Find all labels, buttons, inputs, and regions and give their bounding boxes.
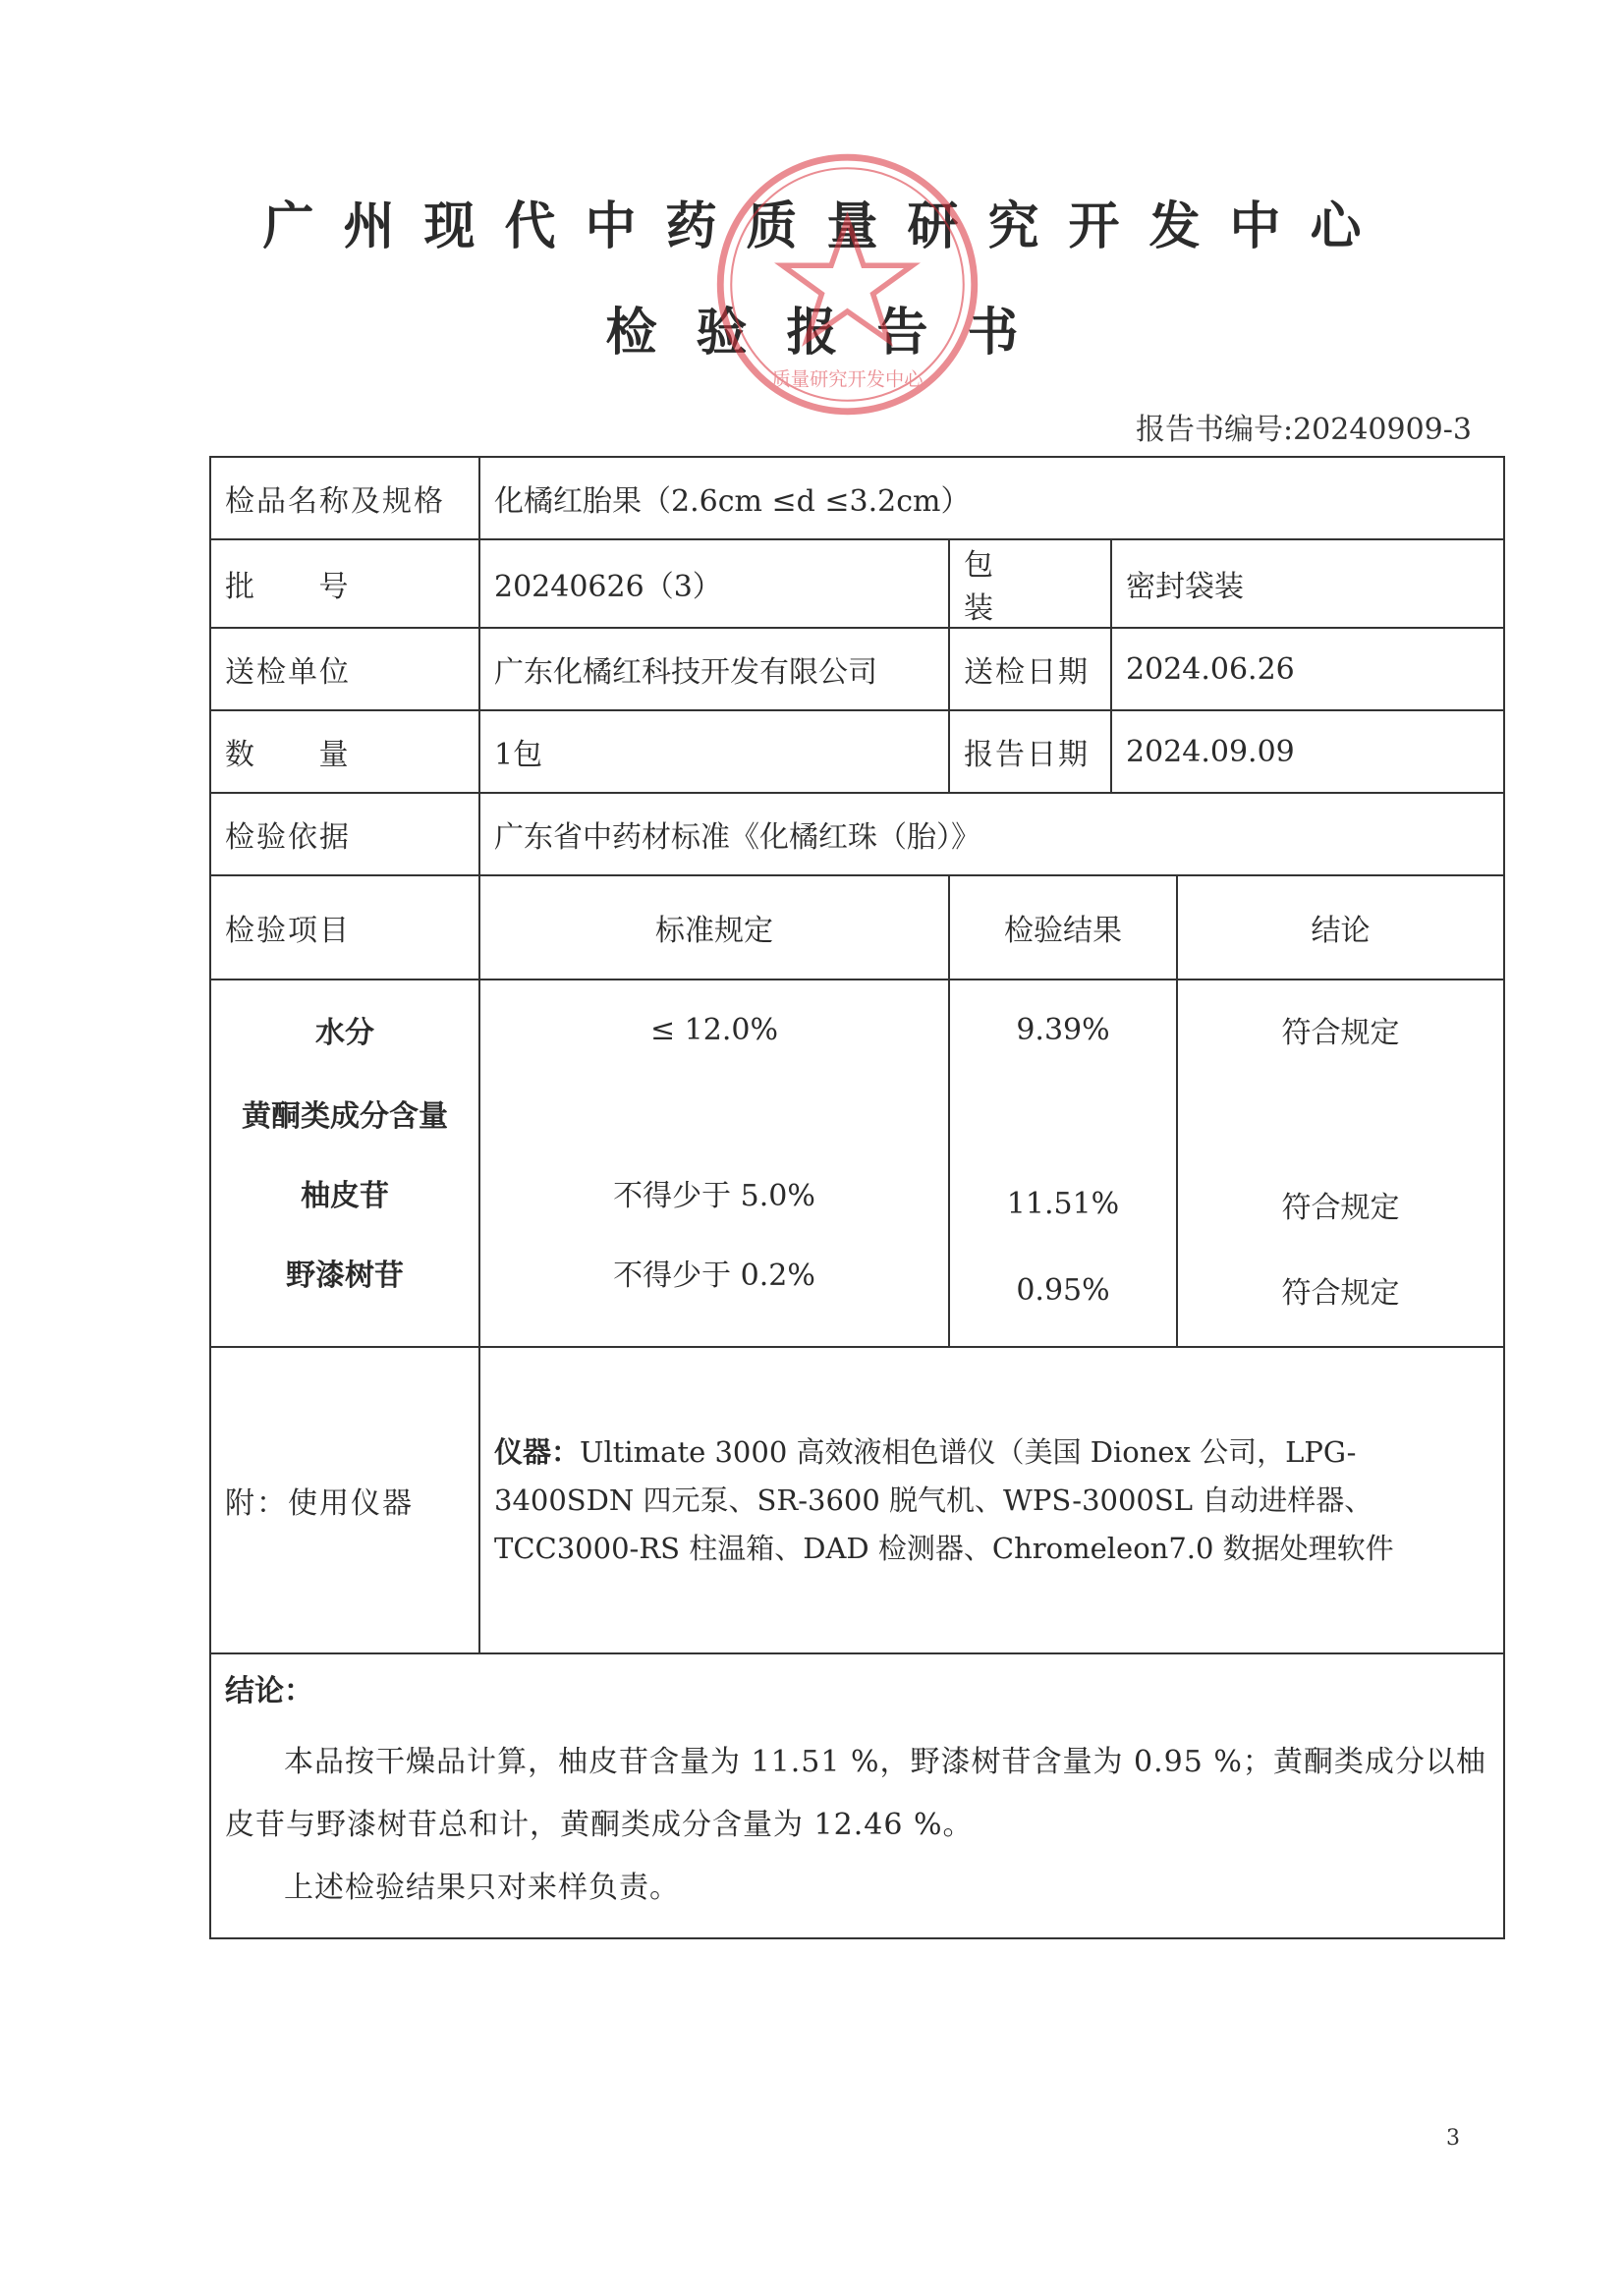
standard-flavonoids bbox=[480, 1079, 948, 1148]
batch-value: 20240626（3） bbox=[479, 539, 949, 628]
conclusion-naringin: 符合规定 bbox=[1281, 1190, 1400, 1225]
test-item-naringin: 柚皮苷 bbox=[301, 1179, 389, 1213]
result-rhoifolin: 0.95% bbox=[1016, 1272, 1110, 1308]
sender-row bbox=[210, 628, 1504, 710]
package-label: 包 装 bbox=[949, 539, 1111, 628]
product-label: 检品名称及规格 bbox=[210, 457, 479, 539]
document-title: 检验报告书 bbox=[605, 304, 1058, 363]
conclusion-moisture: 符合规定 bbox=[1281, 1016, 1400, 1050]
basis-row bbox=[210, 793, 1504, 875]
instruments-row bbox=[210, 1347, 1504, 1653]
result-moisture: 9.39% bbox=[1016, 1012, 1110, 1047]
results-body-row bbox=[210, 980, 1504, 1347]
quantity-label: 数 量 bbox=[210, 710, 479, 793]
instruments-prefix: 仪器： bbox=[494, 1434, 581, 1469]
send-date-label: 送检日期 bbox=[949, 628, 1111, 710]
conclusion-heading: 结论： bbox=[225, 1674, 313, 1708]
quantity-row bbox=[210, 710, 1504, 793]
product-row bbox=[210, 457, 1504, 539]
results-header-row bbox=[210, 875, 1504, 980]
test-item-rhoifolin: 野漆树苷 bbox=[286, 1259, 404, 1293]
standard-naringin: 不得少于 5.0% bbox=[613, 1179, 815, 1213]
standard-moisture: ≤ 12.0% bbox=[650, 1012, 778, 1047]
conclusion-rhoifolin: 符合规定 bbox=[1281, 1276, 1400, 1311]
result-flavonoids bbox=[950, 1079, 1176, 1148]
test-item-moisture: 水分 bbox=[315, 1016, 374, 1050]
report-number: 报告书编号:20240909-3 bbox=[1135, 413, 1472, 447]
report-date-value: 2024.09.09 bbox=[1111, 710, 1504, 793]
product-value: 化橘红胎果（2.6cm ≤d ≤3.2cm） bbox=[479, 457, 1504, 539]
organization-title: 广州现代中药质量研究开发中心 bbox=[262, 197, 1391, 256]
batch-row bbox=[210, 539, 1504, 628]
sender-value: 广东化橘红科技开发有限公司 bbox=[479, 628, 949, 710]
conclusion-section bbox=[210, 1653, 1504, 1938]
instruments-text: Ultimate 3000 高效液相色谱仪（美国 Dionex 公司，LPG-3400SDN 四元泵、SR-3600 脱气机、WPS-3000SL 自动进样器、TCC3000-RS 柱温箱、DAD 检测器、Chromeleon7.0 数据处理软件 bbox=[494, 1434, 1394, 1565]
report-date-label: 报告日期 bbox=[949, 710, 1111, 793]
quantity-value: 1包 bbox=[479, 710, 949, 793]
test-item-flavonoids: 黄酮类成分含量 bbox=[242, 1099, 448, 1134]
sender-label: 送检单位 bbox=[210, 628, 479, 710]
page-number: 3 bbox=[1446, 2126, 1460, 2151]
inspection-report-table bbox=[209, 456, 1505, 1939]
conclusion-header: 结论 bbox=[1177, 875, 1504, 980]
svg-text:质量研究开发中心: 质量研究开发中心 bbox=[771, 367, 924, 391]
result-header: 检验结果 bbox=[949, 875, 1177, 980]
conclusion-paragraph: 本品按干燥品计算，柚皮苷含量为 11.51 %，野漆树苷含量为 0.95 %；黄酮类成分以柚皮苷与野漆树苷总和计，黄酮类成分含量为 12.46 %。 bbox=[225, 1745, 1486, 1842]
instruments-description bbox=[479, 1347, 1504, 1653]
batch-label: 批 号 bbox=[210, 539, 479, 628]
send-date-value: 2024.06.26 bbox=[1111, 628, 1504, 710]
basis-value: 广东省中药材标准《化橘红珠（胎）》 bbox=[479, 793, 1504, 875]
package-value: 密封袋装 bbox=[1111, 539, 1504, 628]
conclusion-flavonoids bbox=[1178, 1079, 1503, 1148]
basis-label: 检验依据 bbox=[210, 793, 479, 875]
result-naringin: 11.51% bbox=[1006, 1187, 1120, 1221]
conclusion-disclaimer: 上述检验结果只对来样负责。 bbox=[284, 1871, 680, 1905]
conclusion-row bbox=[210, 1653, 1504, 1938]
standard-header: 标准规定 bbox=[479, 875, 949, 980]
standard-rhoifolin: 不得少于 0.2% bbox=[613, 1259, 815, 1293]
instruments-label: 附：使用仪器 bbox=[210, 1347, 479, 1653]
item-header: 检验项目 bbox=[210, 875, 479, 980]
